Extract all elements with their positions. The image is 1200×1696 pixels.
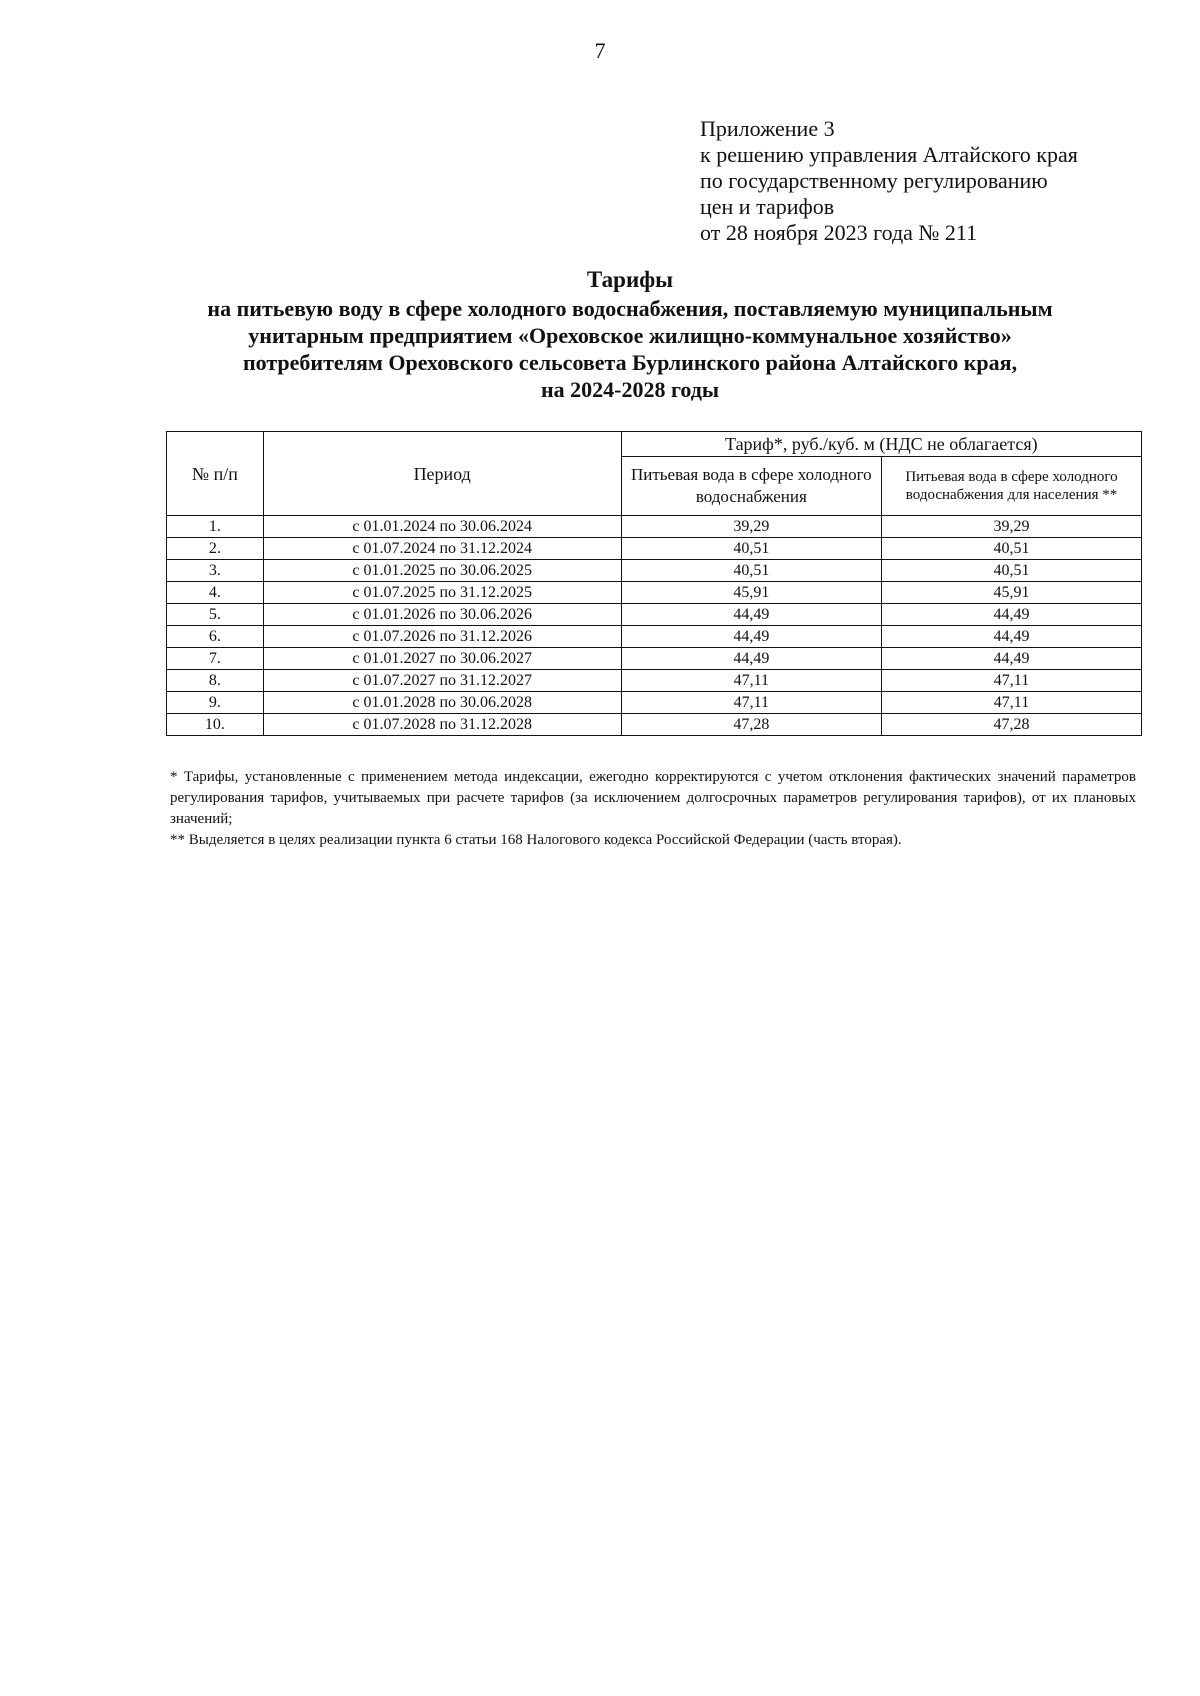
table-row xyxy=(167,670,1142,692)
row-period: с 01.07.2027 по 31.12.2027 xyxy=(263,670,621,692)
table-row xyxy=(167,692,1142,714)
appendix-block xyxy=(700,116,1170,246)
appendix-line: от 28 ноября 2023 года № 211 xyxy=(700,220,978,245)
row-tariff-water: 40,51 xyxy=(621,560,881,582)
row-period: с 01.01.2026 по 30.06.2026 xyxy=(263,604,621,626)
row-tariff-population: 44,49 xyxy=(882,648,1142,670)
row-num: 1. xyxy=(167,516,264,538)
row-tariff-population: 47,28 xyxy=(882,714,1142,736)
row-tariff-population: 45,91 xyxy=(882,582,1142,604)
header-num: № п/п xyxy=(167,432,264,516)
row-tariff-water: 44,49 xyxy=(621,604,881,626)
appendix-line: цен и тарифов xyxy=(700,194,835,219)
table-row xyxy=(167,604,1142,626)
row-period: с 01.01.2024 по 30.06.2024 xyxy=(263,516,621,538)
row-num: 5. xyxy=(167,604,264,626)
row-tariff-water: 44,49 xyxy=(621,648,881,670)
row-tariff-population: 40,51 xyxy=(882,538,1142,560)
row-tariff-water: 40,51 xyxy=(621,538,881,560)
table-row xyxy=(167,626,1142,648)
row-num: 10. xyxy=(167,714,264,736)
document-title xyxy=(150,266,1110,403)
header-tariff-group: Тариф*, руб./куб. м (НДС не облагается) xyxy=(621,432,1141,457)
header-period: Период xyxy=(263,432,621,516)
row-tariff-population: 44,49 xyxy=(882,604,1142,626)
row-period: с 01.07.2025 по 31.12.2025 xyxy=(263,582,621,604)
footnote-1: * Тарифы, установленные с применением метода индексации, ежегодно корректируются с учетом отклонения фактических значений параметров регулирования тарифов, учитываемых при расчете тарифов (за исключением долгосрочных параметров регулирования тарифов), от их плановых значений; xyxy=(170,769,1136,827)
table-row xyxy=(167,582,1142,604)
table-row xyxy=(167,714,1142,736)
table-row xyxy=(167,560,1142,582)
row-tariff-population: 47,11 xyxy=(882,692,1142,714)
table-row xyxy=(167,648,1142,670)
row-num: 2. xyxy=(167,538,264,560)
table-row xyxy=(167,538,1142,560)
title-line: на 2024-2028 годы xyxy=(540,377,720,402)
appendix-line: по государственному регулированию xyxy=(700,168,1048,193)
row-period: с 01.01.2025 по 30.06.2025 xyxy=(263,560,621,582)
row-tariff-water: 45,91 xyxy=(621,582,881,604)
title-line: унитарным предприятием «Ореховское жилищно-коммунальное хозяйство» xyxy=(248,323,1012,348)
row-period: с 01.01.2027 по 30.06.2027 xyxy=(263,648,621,670)
row-tariff-water: 47,11 xyxy=(621,670,881,692)
row-tariff-population: 40,51 xyxy=(882,560,1142,582)
row-tariff-water: 47,28 xyxy=(621,714,881,736)
row-num: 9. xyxy=(167,692,264,714)
table-row xyxy=(167,516,1142,538)
page-number: 7 xyxy=(594,38,606,63)
row-period: с 01.01.2028 по 30.06.2028 xyxy=(263,692,621,714)
row-period: с 01.07.2024 по 31.12.2024 xyxy=(263,538,621,560)
title-line: на питьевую воду в сфере холодного водоснабжения, поставляемую муниципальным xyxy=(207,296,1053,321)
row-num: 8. xyxy=(167,670,264,692)
row-tariff-population: 39,29 xyxy=(882,516,1142,538)
appendix-line: Приложение 3 xyxy=(700,116,835,141)
title-main: Тарифы xyxy=(586,267,674,292)
row-num: 6. xyxy=(167,626,264,648)
row-tariff-water: 39,29 xyxy=(621,516,881,538)
title-line: потребителям Ореховского сельсовета Бурлинского района Алтайского края, xyxy=(242,350,1018,375)
footnote-2: ** Выделяется в целях реализации пункта 6 статьи 168 Налогового кодекса Российской Федерации (часть вторая). xyxy=(170,832,902,848)
footnotes xyxy=(170,767,1136,851)
row-num: 7. xyxy=(167,648,264,670)
row-num: 3. xyxy=(167,560,264,582)
row-tariff-water: 47,11 xyxy=(621,692,881,714)
row-tariff-population: 44,49 xyxy=(882,626,1142,648)
header-tariff-population: Питьевая вода в сфере холодного водоснабжения для населения ** xyxy=(882,457,1142,516)
row-period: с 01.07.2026 по 31.12.2026 xyxy=(263,626,621,648)
row-num: 4. xyxy=(167,582,264,604)
appendix-line: к решению управления Алтайского края xyxy=(700,142,1078,167)
tariffs-table xyxy=(166,431,1142,736)
header-tariff-water: Питьевая вода в сфере холодного водоснабжения xyxy=(621,457,881,516)
row-period: с 01.07.2028 по 31.12.2028 xyxy=(263,714,621,736)
row-tariff-water: 44,49 xyxy=(621,626,881,648)
row-tariff-population: 47,11 xyxy=(882,670,1142,692)
